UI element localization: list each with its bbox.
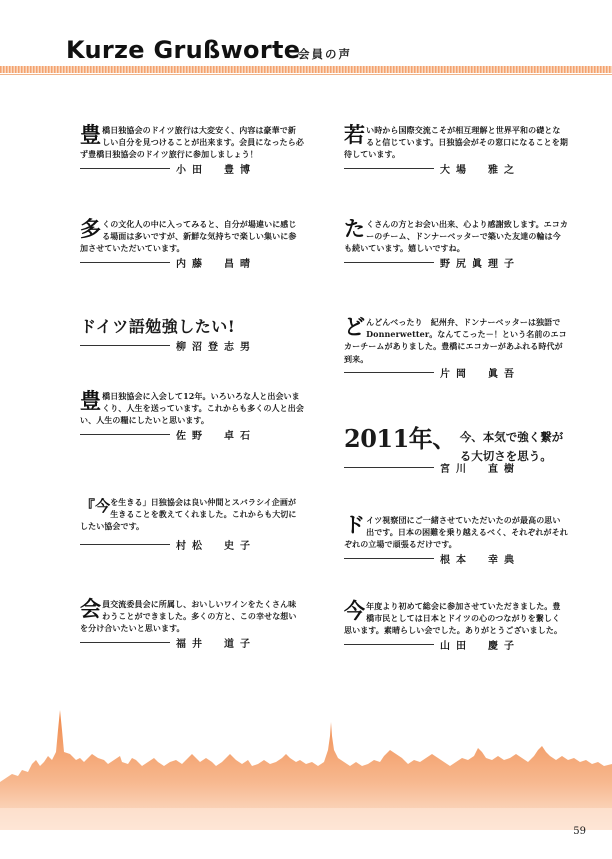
page-subtitle: 会員の声: [298, 47, 352, 61]
drop-cap: 豊: [80, 122, 102, 147]
greeting-entry: [344, 600, 568, 655]
greeting-entry: [344, 124, 568, 179]
signature: [80, 639, 304, 653]
drop-cap: 多: [80, 216, 102, 241]
drop-cap: 豊: [80, 388, 102, 413]
greeting-text: 員交流委員会に所属し、おいしいワインをたくさん味わうことができました。多くの方と、この幸せな想いを分け合いたいと思います。: [80, 599, 297, 634]
greeting-text: を生きる」日独協会は良い仲間とスバラシイ企画が生きることを教えてくれました。これからも大切にしたい協会です。: [80, 497, 297, 532]
signature: [344, 369, 568, 383]
greeting-text: い時から国際交流こそが相互理解と世界平和の礎となると信じています。日独協会がその窓口になることを期待しています。: [344, 125, 568, 160]
header-stripe: [0, 66, 612, 73]
signature: [344, 555, 568, 569]
signature-line: [80, 345, 170, 346]
drop-cap: 会: [80, 596, 102, 621]
drop-cap: 今: [344, 598, 366, 623]
greeting-text: 今、本気で強く繋がる大切さを思う。: [459, 430, 564, 463]
greeting-entry: [80, 316, 304, 356]
greeting-text: くの文化人の中に入ってみると、自分が場違いに感じる場面は多いですが、新鮮な気持ちで楽しい集いに参加させていただいています。: [80, 219, 297, 254]
greeting-entry: [80, 598, 304, 653]
greeting-text: 年度より初めて総会に参加させていただきました。豊橋市民としては日本とドイツの心のつながりを繋しく思います。素晴らしい会でした。ありがとうございました。: [344, 601, 563, 636]
greeting-body: [344, 426, 568, 464]
greeting-text: イツ視察団にご一緒させていただいたのが最高の思い出です。日本の困難を乗り越えるべく、それぞれがそれぞれの立場で頑張るだけです。: [344, 515, 568, 550]
greeting-entry: [344, 316, 568, 383]
signature: [344, 259, 568, 273]
signature-line: [344, 372, 434, 373]
greeting-body: [80, 598, 304, 635]
drop-cap: 若: [344, 122, 366, 147]
author-name: 村松 史子: [176, 540, 256, 552]
greeting-text: 橋日独協会に入会して12年。いろいろな人と出会いまくり、人生を送っています。これからも多くの人と出会い、人生の糧にしたいと思います。: [80, 391, 304, 426]
signature-line: [80, 262, 170, 263]
greeting-body: [80, 218, 304, 255]
drop-cap: た: [344, 216, 366, 241]
page-number: 59: [573, 826, 586, 837]
greeting-body: [344, 218, 568, 255]
greeting-entry: [344, 426, 568, 478]
signature: [344, 641, 568, 655]
signature-line: [344, 168, 434, 169]
signature: [80, 431, 304, 445]
author-name: 大場 雅之: [440, 164, 520, 176]
author-name: 山田 慶子: [440, 640, 520, 652]
author-name: 片岡 眞吾: [440, 368, 520, 380]
drop-cap: ド: [344, 512, 366, 537]
signature-line: [344, 262, 434, 263]
greeting-text: 橋日独協会のドイツ旅行は大変安く、内容は豪華で新しい自分を見つけることが出来ます。会員になったら必ず豊橋日独協会のドイツ旅行に参加しましょう！: [80, 125, 304, 160]
greeting-text: んどんべったり 紀州弁、ドンナーベッターは独語でDonnerwetter。なんてこった－！という名前のエコカーチームがありました。豊橋にエコカーがあふれる時代が到来。: [344, 317, 567, 364]
greeting-body: [80, 390, 304, 427]
signature-line: [344, 644, 434, 645]
greeting-body: [80, 124, 304, 161]
greeting-entry: [80, 496, 304, 555]
year-headline: 2011年、: [344, 426, 456, 453]
signature: [80, 342, 304, 356]
page-title: Kurze Grußworte: [66, 36, 301, 64]
signature-line: [80, 168, 170, 169]
author-name: 福井 道子: [176, 638, 256, 650]
greeting-body: [80, 496, 304, 533]
greeting-entry: [80, 124, 304, 179]
greeting-entry: [344, 514, 568, 569]
signature-line: [344, 558, 434, 559]
greeting-body: [344, 600, 568, 637]
greeting-entry: [80, 218, 304, 273]
signature: [344, 464, 568, 478]
greeting-body: [344, 316, 568, 365]
author-name: 柳沼登志男: [176, 342, 256, 353]
author-name: 内藤 昌晴: [176, 258, 256, 270]
signature: [344, 165, 568, 179]
drop-cap: ど: [344, 314, 366, 339]
greeting-entry: [80, 390, 304, 445]
author-name: 宮川 直樹: [440, 464, 520, 475]
signature-line: [80, 434, 170, 435]
signature: [80, 259, 304, 273]
signature-line: [80, 642, 170, 643]
signature-line: [80, 544, 170, 545]
signature-line: [344, 467, 434, 468]
author-name: 根本 幸典: [440, 554, 520, 566]
page-header: [0, 36, 612, 72]
greeting-entry: [344, 218, 568, 273]
greeting-headline: ドイツ語勉強したい!: [80, 317, 236, 336]
skyline-reflection: [0, 808, 612, 830]
author-name: 佐野 卓石: [176, 430, 256, 442]
greeting-body: [344, 514, 568, 551]
signature: [80, 541, 304, 555]
author-name: 野尻眞理子: [440, 258, 520, 270]
signature: [80, 165, 304, 179]
greeting-text: くさんの方とお会い出来、心より感謝致します。エコカーのチーム、ドンナーベッターで築いた友達の輪は今も続いています。嬉しいですね。: [344, 219, 568, 254]
city-skyline-illustration: [0, 700, 612, 830]
greeting-body: [344, 124, 568, 161]
author-name: 小田 豊博: [176, 164, 256, 176]
drop-cap: 『今: [80, 497, 111, 515]
header-rule: [0, 74, 612, 75]
